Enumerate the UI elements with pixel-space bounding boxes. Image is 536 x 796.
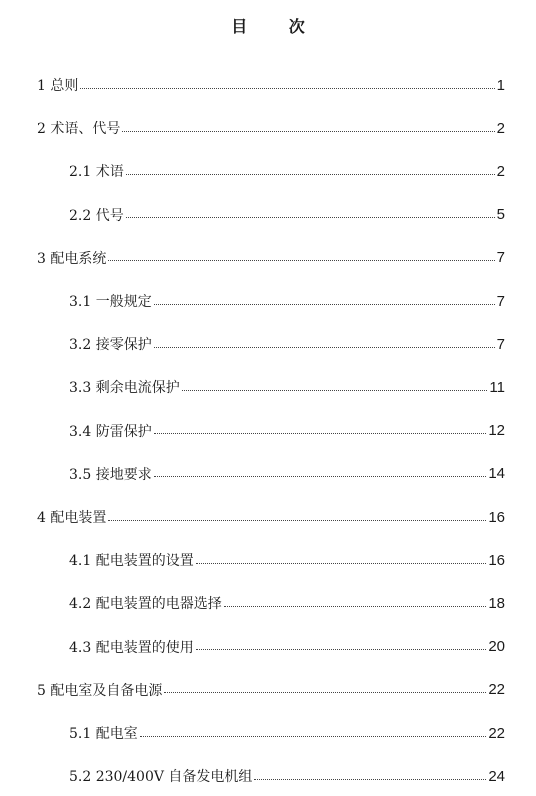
toc-entry-label: 4.3 配电装置的使用: [69, 639, 194, 656]
toc-entry[interactable]: [37, 679, 505, 701]
toc-entry-label: 4 配电装置: [37, 510, 107, 526]
toc-entry-label: 3.5 接地要求: [69, 466, 152, 483]
toc-entry[interactable]: [37, 74, 505, 96]
toc-entry-label: 3.2 接零保护: [69, 337, 152, 354]
toc-entry-label: 2.1 术语: [69, 164, 124, 181]
toc-entry[interactable]: [69, 204, 505, 226]
toc-entry-page-number: 7: [496, 249, 505, 267]
dot-leader: [154, 476, 487, 477]
dot-leader: [80, 88, 494, 89]
dot-leader: [122, 131, 494, 132]
toc-entry[interactable]: [69, 722, 505, 744]
toc-entry[interactable]: [69, 420, 505, 442]
toc-entry-page-number: 7: [496, 292, 505, 310]
toc-title: 目 次: [231, 17, 323, 36]
dot-leader: [108, 260, 494, 261]
dot-leader: [126, 174, 495, 175]
toc-entry[interactable]: [69, 160, 505, 182]
toc-entry-page-number: 2: [496, 119, 505, 137]
toc-entry[interactable]: [69, 549, 505, 571]
toc-entry-page-number: 12: [488, 422, 505, 440]
toc-entry[interactable]: [37, 506, 505, 528]
toc-entry[interactable]: [69, 592, 505, 614]
toc-entry[interactable]: [37, 247, 505, 269]
dot-leader: [126, 217, 495, 218]
toc-entry-page-number: 20: [488, 638, 505, 656]
dot-leader: [182, 390, 488, 391]
dot-leader: [140, 736, 487, 737]
toc-entry-page-number: 22: [488, 724, 505, 742]
toc-entry-label: 1 总则: [37, 78, 79, 94]
toc-entry-page-number: 2: [496, 162, 505, 180]
toc-entry-page-number: 7: [496, 335, 505, 353]
dot-leader: [108, 520, 486, 521]
toc-entry-label: 3.3 剩余电流保护: [69, 380, 180, 397]
toc-entry[interactable]: [69, 765, 505, 787]
toc-entry-page-number: 14: [488, 465, 505, 483]
toc-entry-label: 5.2 230/400V 自备发电机组: [69, 769, 253, 786]
toc-entry-page-number: 5: [496, 206, 505, 224]
dot-leader: [164, 692, 486, 693]
toc-entry-page-number: 24: [488, 767, 505, 785]
toc-entry[interactable]: [37, 117, 505, 139]
toc-entry-page-number: 11: [489, 378, 505, 396]
toc-entry-label: 2 术语、代号: [37, 121, 121, 138]
toc-entry-label: 5.1 配电室: [69, 726, 138, 742]
toc-entry-label: 2.2 代号: [69, 207, 124, 224]
dot-leader: [154, 433, 487, 434]
dot-leader: [154, 347, 495, 348]
toc-entry-page-number: 16: [488, 551, 505, 569]
toc-entry-label: 4.2 配电装置的电器选择: [69, 596, 222, 613]
dot-leader: [154, 304, 495, 305]
dot-leader: [224, 606, 487, 607]
toc-entry-label: 3.1 一般规定: [69, 294, 152, 310]
toc-entry-page-number: 22: [488, 681, 505, 699]
toc-entry-page-number: 18: [488, 594, 505, 612]
toc-entry[interactable]: [69, 376, 505, 398]
dot-leader: [196, 563, 487, 564]
toc-entry[interactable]: [69, 333, 505, 355]
dot-leader: [196, 649, 487, 650]
dot-leader: [254, 779, 486, 780]
toc-entry-page-number: 16: [488, 508, 505, 526]
toc-entry-page-number: 1: [496, 76, 505, 94]
toc-entry[interactable]: [69, 636, 505, 658]
toc-entry-label: 3 配电系统: [37, 250, 107, 267]
toc-entry[interactable]: [69, 290, 505, 312]
toc-entry-label: 3.4 防雷保护: [69, 423, 152, 440]
toc-entry-label: 5 配电室及自备电源: [37, 682, 163, 699]
toc-entry[interactable]: [69, 463, 505, 485]
toc-entry-label: 4.1 配电装置的设置: [69, 553, 194, 570]
